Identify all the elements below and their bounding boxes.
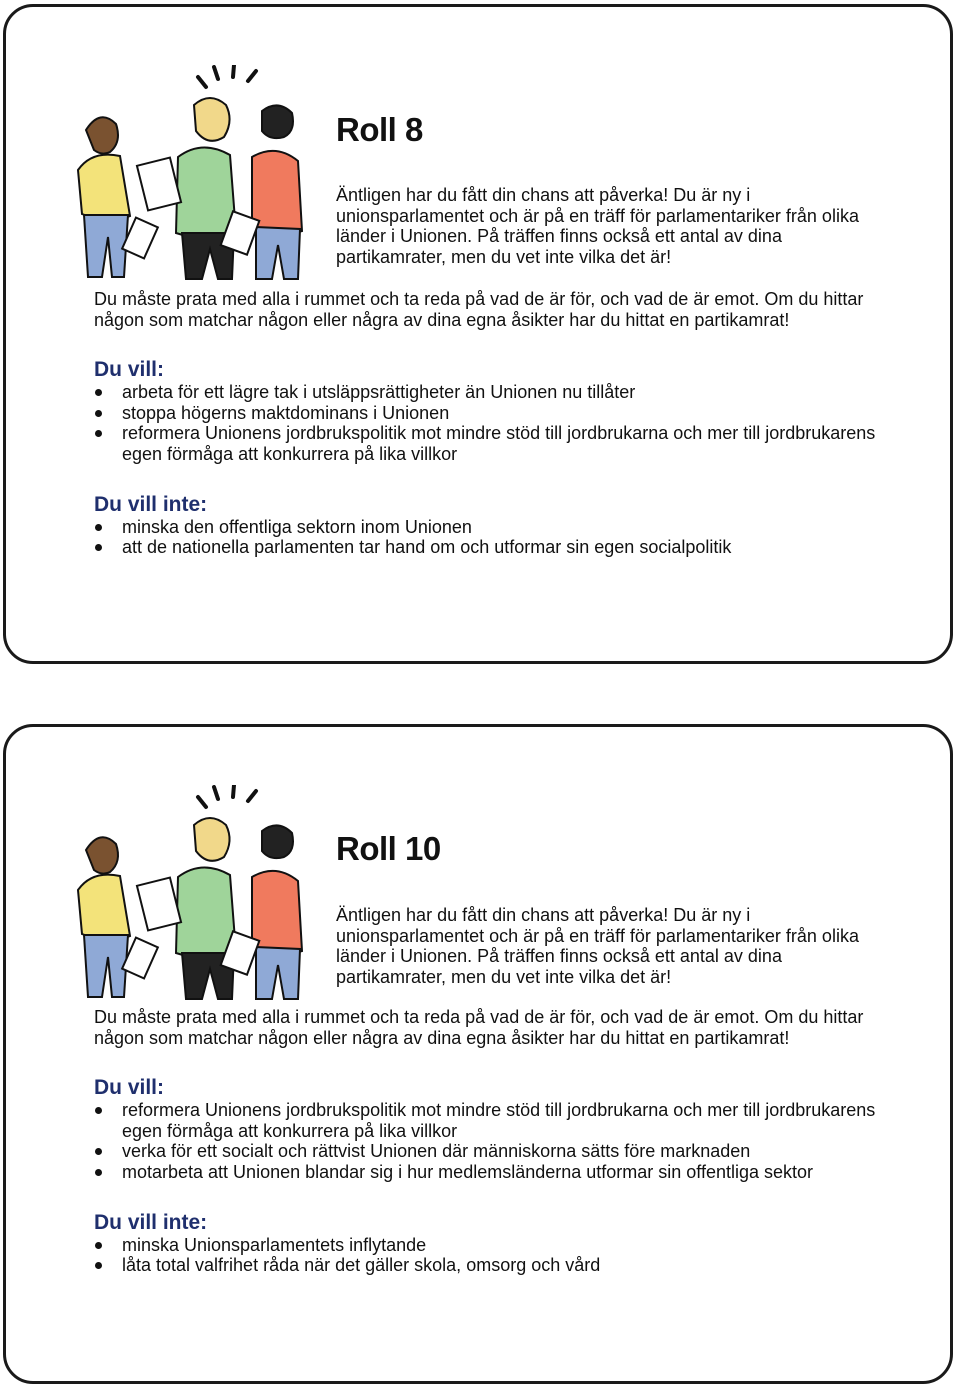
- list-item: verka för ett socialt och rättvist Unionen där människorna sätts före marknaden: [122, 1141, 894, 1162]
- role-title: Roll 8: [336, 111, 423, 148]
- list-item: låta total valfrihet råda när det gäller skola, omsorg och vård: [122, 1255, 894, 1276]
- instruction-text: Du måste prata med alla i rummet och ta reda på vad de är för, och vad de är emot. Om du hittar någon som matchar någon eller några av dina egna åsikter har du hittat en partikamrat!: [94, 1007, 864, 1048]
- role-card-8: [3, 4, 953, 664]
- want-heading: Du vill:: [94, 1076, 165, 1100]
- list-item: stoppa högerns maktdominans i Unionen: [122, 403, 894, 424]
- list-item: reformera Unionens jordbrukspolitik mot mindre stöd till jordbrukarna och mer till jordbrukarens egen förmåga att konkurrera på lika villkor: [122, 423, 894, 464]
- role-title: Roll 10: [336, 830, 441, 867]
- instruction-text: Du måste prata med alla i rummet och ta reda på vad de är för, och vad de är emot. Om du hittar någon som matchar någon eller några av dina egna åsikter har du hittat en partikamrat!: [94, 289, 864, 330]
- dontwant-heading: Du vill inte:: [94, 492, 208, 516]
- list-item: minska Unionsparlamentets inflytande: [122, 1235, 894, 1256]
- dontwant-list: [94, 517, 894, 558]
- people-talking-illustration: [66, 785, 326, 1005]
- list-item: minska den offentliga sektorn inom Unionen: [122, 517, 894, 538]
- intro-text: Äntligen har du fått din chans att påverka! Du är ny i unionsparlamentet och är på en träff för parlamentariker från olika länder i Unionen. På träffen finns också ett antal av dina partikamrater, men du vet inte vilka det är!: [336, 185, 859, 267]
- list-item: att de nationella parlamenten tar hand om och utformar sin egen socialpolitik: [122, 537, 894, 558]
- dontwant-list: [94, 1235, 894, 1276]
- list-item: arbeta för ett lägre tak i utsläppsrättigheter än Unionen nu tillåter: [122, 382, 894, 403]
- want-list: [94, 382, 894, 464]
- card-body: [94, 1007, 894, 1276]
- intro-text: Äntligen har du fått din chans att påverka! Du är ny i unionsparlamentet och är på en träff för parlamentariker från olika länder i Unionen. På träffen finns också ett antal av dina partikamrater, men du vet inte vilka det är!: [336, 905, 859, 987]
- list-item: reformera Unionens jordbrukspolitik mot mindre stöd till jordbrukarna och mer till jordbrukarens egen förmåga att konkurrera på lika villkor: [122, 1100, 894, 1141]
- card-body: [94, 289, 894, 558]
- role-card-10: [3, 724, 953, 1384]
- list-item: motarbeta att Unionen blandar sig i hur medlemsländerna utformar sin offentliga sektor: [122, 1162, 894, 1183]
- people-talking-illustration: [66, 65, 326, 285]
- dontwant-heading: Du vill inte:: [94, 1210, 208, 1234]
- want-list: [94, 1100, 894, 1182]
- want-heading: Du vill:: [94, 358, 165, 382]
